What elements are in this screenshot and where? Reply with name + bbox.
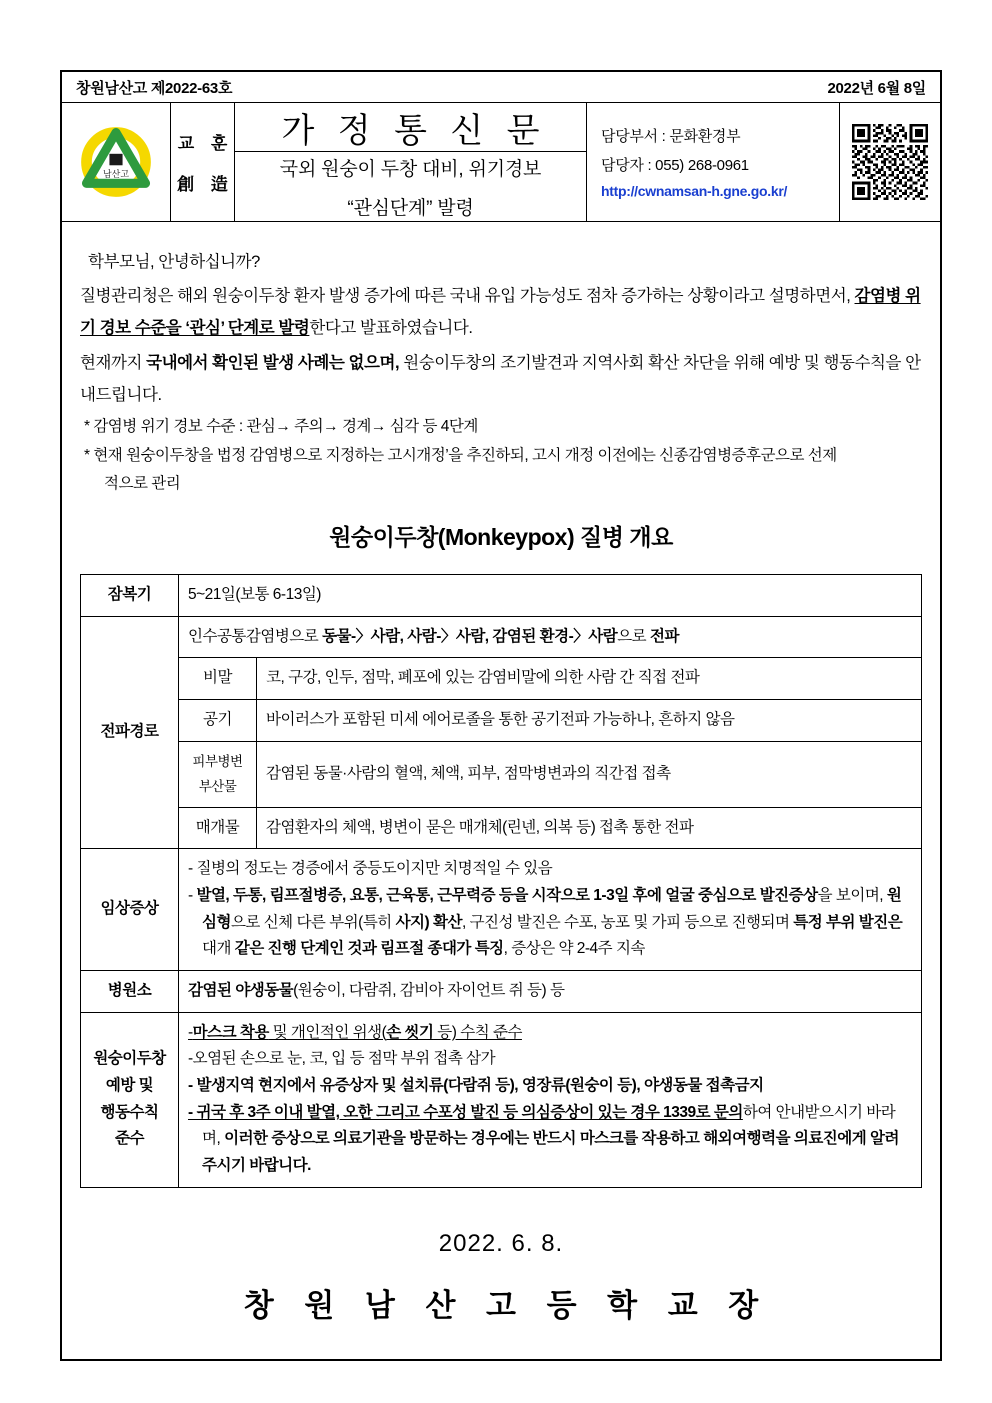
prevention-item-3 <box>188 1073 912 1100</box>
transmission-sub-label-droplet: 비말 <box>179 658 257 700</box>
qr-code-cell <box>840 103 940 221</box>
svg-text:남산고: 남산고 <box>102 168 130 179</box>
table-row <box>81 971 922 1013</box>
symptom-item-2 <box>188 883 912 963</box>
footer-date: 2022. 6. 8. <box>438 1229 564 1257</box>
row-label-prevention <box>81 1012 179 1187</box>
transmission-value-air: 바이러스가 포함된 미세 에어로졸을 통한 공기전파 가능하나, 흔하지 않음 <box>257 699 922 741</box>
symptom-2-em5: 같은 진행 단계인 것과 림프절 종대가 특징 <box>234 940 504 958</box>
paragraph-1-post: 한다고 발표하였습니다. <box>309 319 473 338</box>
table-row <box>81 849 922 971</box>
transmission-sub-label-fomite: 매개물 <box>179 807 257 849</box>
symptom-2-end: , 증상은 약 2-4주 지속 <box>503 940 645 958</box>
transmission-value-skin: 감염된 동물·사람의 혈액, 체액, 피부, 점막병변과의 직간접 접촉 <box>257 741 922 807</box>
prev-1-em1: 마스크 착용 <box>192 1023 269 1041</box>
motto-label: 교 훈 <box>177 134 234 153</box>
symptom-2-mid4: 대개 <box>202 940 235 958</box>
symptom-2-mid1: 을 보이며, <box>817 887 887 905</box>
paragraph-1-emphasis: 감염병 위기 경보 수준을 ‘관심’ 단계로 발령 <box>80 287 921 338</box>
paragraph-1 <box>80 280 922 344</box>
paragraph-2-post: 원숭이두창의 조기발견과 지역사회 확산 차단을 위해 예방 및 행동수칙을 안내드립니다. <box>80 353 921 404</box>
prevention-label-line2: 예방 및 <box>105 1077 154 1095</box>
footnote-1: * 감염병 위기 경보 수준 : 관심→ 주의→ 경계→ 심각 등 4단계 <box>84 417 478 435</box>
prevention-item-4 <box>188 1100 912 1180</box>
transmission-intro-mid: 으로 <box>617 627 650 645</box>
school-logo-cell <box>62 103 171 221</box>
paragraph-2-emphasis: 국내에서 확인된 발생 사례는 없으며, <box>146 353 400 372</box>
symptom-2-dash: - <box>188 887 197 905</box>
paragraph-1-pre: 질병관리청은 해외 원숭이두창 환자 발생 증가에 따른 국내 유입 가능성도 점차 증가하는 상황이라고 설명하면서, <box>80 287 855 306</box>
skin-label-line1: 피부병변 <box>192 753 243 769</box>
symptom-2-mid3: , 구진성 발진은 수포, 농포 및 가피 등으로 진행되며 <box>461 913 794 931</box>
document-subtitle-group <box>235 152 586 221</box>
reservoir-emphasis: 감염된 야생동물 <box>188 982 294 1000</box>
prev-1-mid: 및 개인적인 위생( <box>268 1023 387 1041</box>
transmission-intro-em: 동물-〉사람, 사람-〉사람, 감염된 환경-〉사람 <box>322 627 618 645</box>
transmission-sub-label-air: 공기 <box>179 699 257 741</box>
skin-label-line2: 부산물 <box>198 779 237 795</box>
table-row <box>81 699 922 741</box>
school-motto-cell <box>171 103 235 221</box>
row-label-incubation: 잠복기 <box>81 574 179 616</box>
prev-4-em2: 이러한 증상으로 의료기관을 방문하는 경우에는 반드시 마스크를 작용하고 해외여행력을 의료진에게 알려주시기 바랍니다. <box>202 1130 899 1174</box>
transmission-value-droplet: 코, 구강, 인두, 점막, 폐포에 있는 감염비말에 의한 사람 간 직접 전파 <box>257 658 922 700</box>
prev-4-em1: - 귀국 후 3주 이내 발열, 오한 그리고 수포성 발진 등 의심증상이 있는 경우 1339로 문의 <box>188 1103 743 1121</box>
symptom-2-em1: 발열, 두통, 림프절병증, 요통, 근육통, 근무력증 등을 시작으로 1-3일 후에 얼굴 중심으로 발진증상 <box>196 887 818 905</box>
row-value-prevention <box>179 1012 922 1187</box>
prev-1-em2: 손 씻기 <box>386 1023 434 1041</box>
paragraph-2 <box>80 347 922 411</box>
reservoir-rest: (원숭이, 다람쥐, 감비아 자이언트 쥐 등) 등 <box>293 982 565 1000</box>
row-value-reservoir <box>179 971 922 1013</box>
prev-1-dash: - <box>188 1023 193 1041</box>
footer-school-name: 창 원 남 산 고 등 학 교 장 <box>243 1287 770 1323</box>
row-label-reservoir: 병원소 <box>81 971 179 1013</box>
paragraph-2-pre: 현재까지 <box>80 353 147 372</box>
contact-department: 담당부서 : 문화환경부 <box>601 128 741 145</box>
school-emblem-icon <box>75 121 157 203</box>
symptom-item-1: - 질병의 정도는 경증에서 중등도이지만 치명적일 수 있음 <box>188 860 553 878</box>
symptom-2-mid2: 으로 신체 다른 부위(특히 <box>230 913 396 931</box>
overview-section-title: 원숭이두창(Monkeypox) 질병 개요 <box>329 523 673 550</box>
letter-body <box>60 222 942 574</box>
table-row <box>81 574 922 616</box>
row-value-incubation: 5~21일(보통 6-13일) <box>179 574 922 616</box>
qr-code-icon[interactable] <box>852 124 928 200</box>
transmission-intro <box>179 616 922 658</box>
document-subtitle-line1: 국외 원숭이 두창 대비, 위기경보 <box>279 158 542 180</box>
prev-1-end: 등) 수칙 준수 <box>433 1023 522 1041</box>
masthead <box>62 103 940 222</box>
row-label-transmission: 전파경로 <box>81 616 179 849</box>
footnote-2 <box>80 442 922 499</box>
symptom-2-em2: 원심형 <box>202 887 902 931</box>
disease-overview-table <box>80 574 922 1188</box>
prev-4-mid: 하여 안내받으시기 바라며, <box>202 1103 896 1148</box>
symptom-2-em4: 특정 부위 발진은 <box>793 913 903 931</box>
masthead-title-cell <box>235 103 587 221</box>
prev-3-text: - 발생지역 현지에서 유증상자 및 설치류(다람쥐 등), 영장류(원숭이 등), 야생동물 접촉금지 <box>188 1077 764 1095</box>
footnote-2-line1: * 현재 원숭이두창을 법정 감염병으로 지정하는 고시개정’을 추진하되, 고시 개정 이전에는 신종감염병증후군으로 선제 <box>84 446 837 464</box>
row-value-symptoms <box>179 849 922 971</box>
row-label-symptoms: 임상증상 <box>81 849 179 971</box>
prevention-item-2: -오염된 손으로 눈, 코, 입 등 점막 부위 접촉 삼가 <box>188 1050 496 1068</box>
table-row <box>81 616 922 658</box>
prevention-label-line1: 원숭이두창 <box>93 1050 166 1068</box>
document-header-frame <box>60 70 942 222</box>
issue-row <box>62 72 940 103</box>
contact-cell <box>587 103 840 221</box>
prevention-item-1 <box>188 1020 912 1047</box>
contact-person: 담당자 : 055) 268-0961 <box>601 157 749 174</box>
transmission-intro-pre: 인수공통감염병으로 <box>188 627 323 645</box>
motto-value: 創 造 <box>177 175 234 194</box>
document-title: 가 정 통 신 문 <box>235 103 586 152</box>
transmission-sub-label-skin <box>179 741 257 807</box>
table-row <box>81 658 922 700</box>
prevention-label-line4: 준수 <box>115 1130 144 1148</box>
footnote-2-line2: 적으로 관리 <box>104 475 181 493</box>
transmission-intro-em2: 전파 <box>649 627 679 645</box>
symptom-2-em3: 사지) 확산 <box>395 913 462 931</box>
table-row <box>81 807 922 849</box>
letter-footer <box>60 1188 942 1361</box>
table-row <box>81 1012 922 1187</box>
greeting-paragraph: 학부모님, 안녕하십니까? <box>88 253 260 271</box>
document-subtitle-line2: “관심단계” 발령 <box>347 197 474 219</box>
prevention-label-line3: 행동수칙 <box>100 1103 159 1121</box>
overview-table-wrap <box>60 574 942 1188</box>
school-website-link[interactable]: http://cwnamsan-h.gne.go.kr/ <box>601 183 788 199</box>
issue-number: 창원남산고 제2022-63호 <box>76 79 233 97</box>
transmission-value-fomite: 감염환자의 체액, 병변이 묻은 매개체(린넨, 의복 등) 접촉 통한 전파 <box>257 807 922 849</box>
issue-date: 2022년 6월 8일 <box>827 79 926 97</box>
table-row <box>81 741 922 807</box>
